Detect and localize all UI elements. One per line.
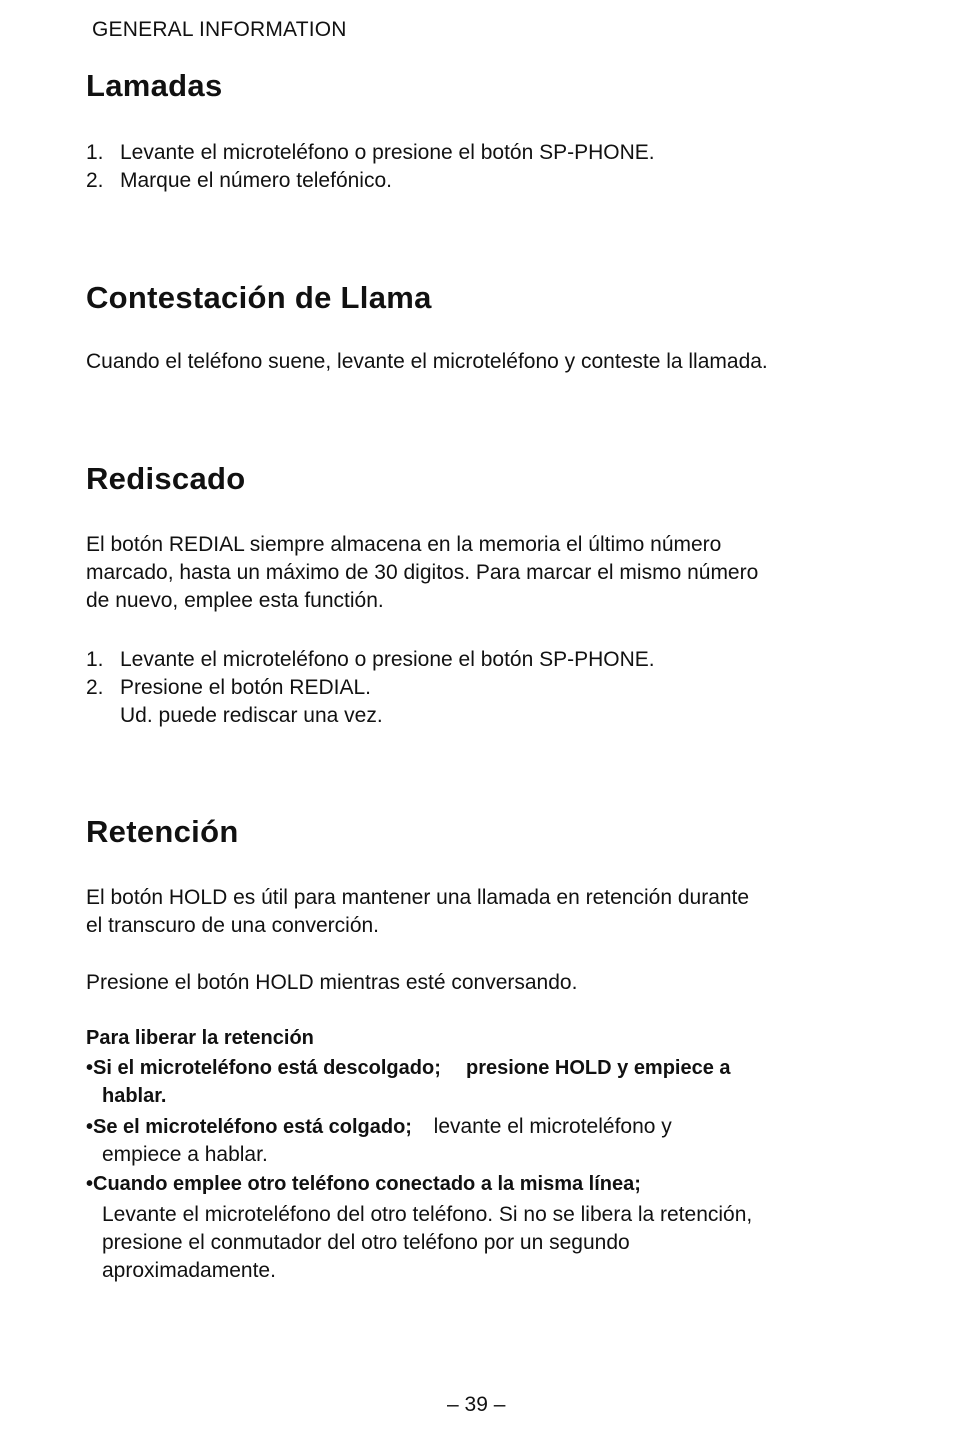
bullet-bold-text: •Se el microteléfono está colgado;	[86, 1116, 412, 1138]
paragraph-line: marcado, hasta un máximo de 30 digitos. Para marcar el mismo número	[86, 561, 759, 584]
heading-lamadas: Lamadas	[86, 68, 223, 103]
bullet-bold-text: •Si el microteléfono está descolgado;	[86, 1057, 441, 1079]
step-number: 2.	[86, 676, 104, 699]
step-number: 2.	[86, 169, 104, 192]
page-number: – 39 –	[447, 1393, 506, 1416]
step-number: 1.	[86, 648, 104, 671]
bullet-text: Levante el microteléfono del otro teléfono. Si no se libera la retención,	[102, 1203, 753, 1226]
bullet-bold-text: hablar.	[102, 1085, 167, 1107]
step-text: Marque el número telefónico.	[120, 169, 392, 192]
bullet-text: presione el conmutador del otro teléfono por un segundo	[102, 1231, 630, 1254]
bullet-bold-text: •Cuando emplee otro teléfono conectado a la misma línea;	[86, 1173, 641, 1195]
contestacion-body: Cuando el teléfono suene, levante el microteléfono y conteste la llamada.	[86, 350, 768, 373]
bullet-bold-text: presione HOLD y empiece a	[466, 1057, 731, 1079]
paragraph-line: El botón REDIAL siempre almacena en la memoria el último número	[86, 533, 722, 556]
step-number: 1.	[86, 141, 104, 164]
bullet-text: empiece a hablar.	[102, 1143, 268, 1166]
section-header: GENERAL INFORMATION	[92, 18, 347, 41]
step-note: Ud. puede rediscar una vez.	[120, 704, 383, 727]
paragraph-line: El botón HOLD es útil para mantener una llamada en retención durante	[86, 886, 750, 909]
bullet-text: levante el microteléfono y	[433, 1115, 672, 1138]
step-text: Presione el botón REDIAL.	[120, 676, 371, 699]
heading-retencion: Retención	[86, 814, 239, 849]
bullet-text: aproximadamente.	[102, 1259, 276, 1282]
step-text: Levante el microteléfono o presione el botón SP-PHONE.	[120, 648, 655, 671]
paragraph-line: de nuevo, emplee esta functión.	[86, 589, 384, 612]
retencion-instruction: Presione el botón HOLD mientras esté conversando.	[86, 971, 578, 994]
release-heading: Para liberar la retención	[86, 1027, 314, 1049]
heading-contestacion: Contestación de Llama	[86, 280, 432, 315]
paragraph-line: el transcuro de una converción.	[86, 914, 380, 937]
step-text: Levante el microteléfono o presione el botón SP-PHONE.	[120, 141, 655, 164]
heading-rediscado: Rediscado	[86, 461, 246, 496]
